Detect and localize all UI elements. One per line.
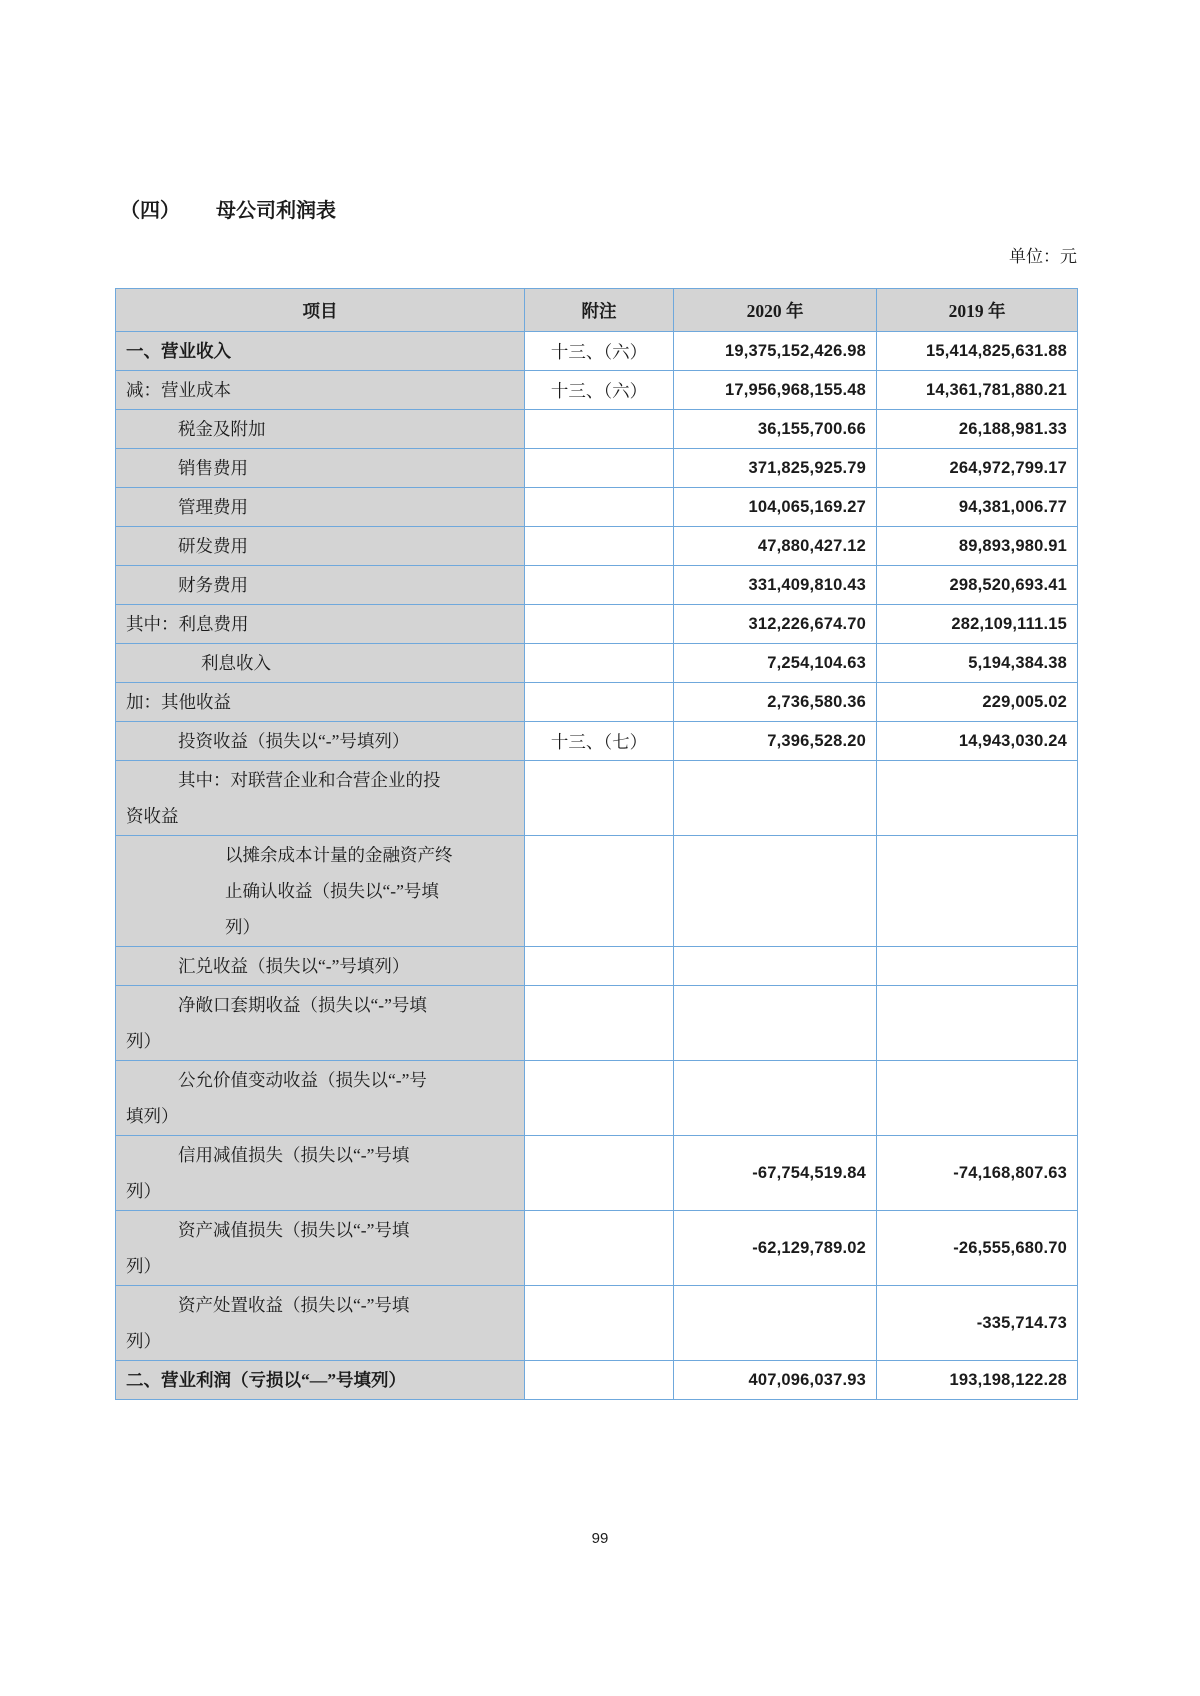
note-cell <box>525 947 674 986</box>
item-label-line: 汇兑收益（损失以“-”号填列） <box>178 956 410 976</box>
table-row <box>116 683 1078 722</box>
table-row <box>116 605 1078 644</box>
item-label-line: 二、营业利润（亏损以“—”号填列） <box>126 1370 406 1390</box>
value-2020-cell <box>674 947 877 986</box>
table-row <box>116 488 1078 527</box>
column-header: 2020 年 <box>674 289 877 332</box>
value-2019-cell: 264,972,799.17 <box>877 449 1078 488</box>
value-2019-cell <box>877 836 1078 947</box>
item-label-line: 税金及附加 <box>178 419 266 439</box>
value-2020-cell: 407,096,037.93 <box>674 1361 877 1400</box>
item-cell <box>116 836 525 947</box>
value-2020-cell <box>674 986 877 1061</box>
item-label-line: 其中：对联营企业和合营企业的投 <box>178 770 441 790</box>
item-label-line: 加：其他收益 <box>126 692 231 712</box>
value-2020-cell: 312,226,674.70 <box>674 605 877 644</box>
value-2019-cell: 94,381,006.77 <box>877 488 1078 527</box>
item-cell <box>116 1061 525 1136</box>
value-2019-cell <box>877 947 1078 986</box>
value-2020-cell: 19,375,152,426.98 <box>674 332 877 371</box>
value-2020-cell <box>674 761 877 836</box>
item-label-line: 管理费用 <box>178 497 248 517</box>
item-cell <box>116 566 525 605</box>
item-cell <box>116 1211 525 1286</box>
table-row <box>116 1211 1078 1286</box>
value-2020-cell: 331,409,810.43 <box>674 566 877 605</box>
table-row <box>116 761 1078 836</box>
item-cell <box>116 410 525 449</box>
item-label-line: 列） <box>126 1031 161 1051</box>
note-cell <box>525 1136 674 1211</box>
value-2019-cell: 14,361,781,880.21 <box>877 371 1078 410</box>
item-cell <box>116 488 525 527</box>
item-cell <box>116 1136 525 1211</box>
table-header-row <box>116 289 1078 332</box>
value-2019-cell <box>877 1061 1078 1136</box>
value-2019-cell <box>877 761 1078 836</box>
unit-note: 单位：元 <box>1009 247 1077 266</box>
value-2019-cell: 282,109,111.15 <box>877 605 1078 644</box>
value-2019-cell: 5,194,384.38 <box>877 644 1078 683</box>
item-cell <box>116 947 525 986</box>
item-cell <box>116 644 525 683</box>
value-2020-cell: -67,754,519.84 <box>674 1136 877 1211</box>
value-2020-cell: 36,155,700.66 <box>674 410 877 449</box>
value-2020-cell: 47,880,427.12 <box>674 527 877 566</box>
section-title: 母公司利润表 <box>216 200 336 222</box>
note-cell: 十三、（六） <box>525 371 674 410</box>
value-2020-cell: 7,254,104.63 <box>674 644 877 683</box>
note-cell <box>525 449 674 488</box>
note-cell <box>525 1286 674 1361</box>
note-cell <box>525 410 674 449</box>
table-row <box>116 986 1078 1061</box>
table-row <box>116 527 1078 566</box>
note-cell <box>525 986 674 1061</box>
item-label-line: 列） <box>126 1181 161 1201</box>
value-2019-cell: 229,005.02 <box>877 683 1078 722</box>
note-cell: 十三、（七） <box>525 722 674 761</box>
item-cell <box>116 371 525 410</box>
item-label-line: 财务费用 <box>178 575 248 595</box>
value-2019-cell: 15,414,825,631.88 <box>877 332 1078 371</box>
note-cell <box>525 605 674 644</box>
item-cell <box>116 449 525 488</box>
note-cell <box>525 644 674 683</box>
item-label-line: 一、营业收入 <box>126 341 231 361</box>
page-number: 99 <box>591 1530 609 1547</box>
item-label-line: 销售费用 <box>178 458 248 478</box>
value-2019-cell: 298,520,693.41 <box>877 566 1078 605</box>
value-2019-cell: -74,168,807.63 <box>877 1136 1078 1211</box>
table-row <box>116 722 1078 761</box>
item-label-line: 公允价值变动收益（损失以“-”号 <box>178 1070 427 1090</box>
note-cell <box>525 527 674 566</box>
note-cell <box>525 566 674 605</box>
note-cell <box>525 836 674 947</box>
value-2019-cell: 14,943,030.24 <box>877 722 1078 761</box>
item-label-line: 止确认收益（损失以“-”号填 <box>225 881 439 901</box>
item-label-line: 研发费用 <box>178 536 248 556</box>
item-cell <box>116 683 525 722</box>
note-cell <box>525 1361 674 1400</box>
item-label-line: 净敞口套期收益（损失以“-”号填 <box>178 995 427 1015</box>
column-header: 附注 <box>525 289 674 332</box>
item-label-line: 投资收益（损失以“-”号填列） <box>178 731 410 751</box>
value-2019-cell: 193,198,122.28 <box>877 1361 1078 1400</box>
item-label-line: 信用减值损失（损失以“-”号填 <box>178 1145 410 1165</box>
item-cell <box>116 332 525 371</box>
value-2020-cell: 7,396,528.20 <box>674 722 877 761</box>
item-label-line: 资收益 <box>126 806 179 826</box>
item-label-line: 以摊余成本计量的金融资产终 <box>225 845 453 865</box>
table-row <box>116 332 1078 371</box>
item-cell <box>116 986 525 1061</box>
income-statement-body <box>116 332 1078 1400</box>
item-cell <box>116 1286 525 1361</box>
table-row <box>116 1361 1078 1400</box>
value-2020-cell: -62,129,789.02 <box>674 1211 877 1286</box>
item-cell <box>116 1361 525 1400</box>
note-cell <box>525 1211 674 1286</box>
item-label-line: 减：营业成本 <box>126 380 231 400</box>
item-cell <box>116 722 525 761</box>
column-header: 项目 <box>116 289 525 332</box>
value-2020-cell: 371,825,925.79 <box>674 449 877 488</box>
value-2020-cell <box>674 836 877 947</box>
value-2020-cell <box>674 1286 877 1361</box>
table-row <box>116 1286 1078 1361</box>
table-row <box>116 644 1078 683</box>
value-2019-cell: 26,188,981.33 <box>877 410 1078 449</box>
table-row <box>116 449 1078 488</box>
value-2019-cell <box>877 986 1078 1061</box>
item-cell <box>116 761 525 836</box>
value-2020-cell <box>674 1061 877 1136</box>
section-heading <box>120 194 336 223</box>
item-label-line: 其中：利息费用 <box>126 614 249 634</box>
item-label-line: 资产处置收益（损失以“-”号填 <box>178 1295 410 1315</box>
table-row <box>116 947 1078 986</box>
value-2019-cell: -26,555,680.70 <box>877 1211 1078 1286</box>
note-cell <box>525 761 674 836</box>
note-cell <box>525 1061 674 1136</box>
value-2020-cell: 17,956,968,155.48 <box>674 371 877 410</box>
item-cell <box>116 527 525 566</box>
item-label-line: 填列） <box>126 1106 179 1126</box>
income-statement-table <box>115 288 1078 1400</box>
table-row <box>116 566 1078 605</box>
note-cell: 十三、（六） <box>525 332 674 371</box>
table-row <box>116 1061 1078 1136</box>
section-number: （四） <box>120 200 180 222</box>
column-header: 2019 年 <box>877 289 1078 332</box>
item-label-line: 列） <box>225 917 260 937</box>
item-cell <box>116 605 525 644</box>
table-row <box>116 1136 1078 1211</box>
note-cell <box>525 488 674 527</box>
table-row <box>116 836 1078 947</box>
table-row <box>116 410 1078 449</box>
table-row <box>116 371 1078 410</box>
value-2019-cell: 89,893,980.91 <box>877 527 1078 566</box>
item-label-line: 列） <box>126 1331 161 1351</box>
value-2020-cell: 2,736,580.36 <box>674 683 877 722</box>
value-2019-cell: -335,714.73 <box>877 1286 1078 1361</box>
note-cell <box>525 683 674 722</box>
value-2020-cell: 104,065,169.27 <box>674 488 877 527</box>
item-label-line: 列） <box>126 1256 161 1276</box>
item-label-line: 资产减值损失（损失以“-”号填 <box>178 1220 410 1240</box>
item-label-line: 利息收入 <box>201 653 271 673</box>
